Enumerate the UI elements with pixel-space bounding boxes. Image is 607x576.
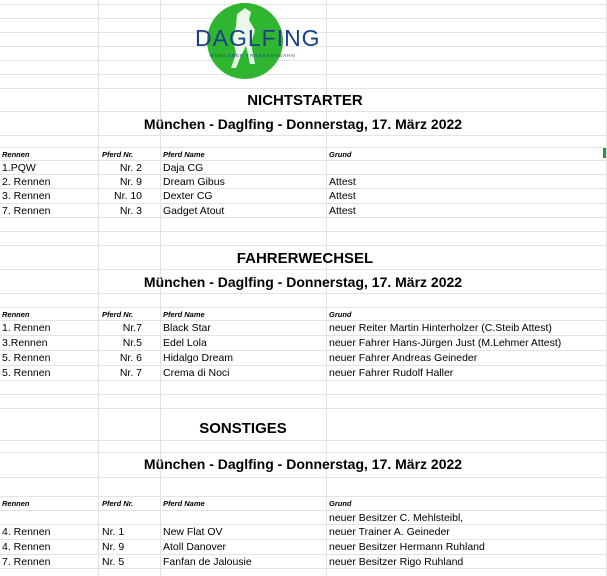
cell-pferd-name: Hidalgo Dream [163,352,234,364]
grid-line [0,147,607,148]
column-header-rennen: Rennen [2,499,30,508]
cell-rennen: 5. Rennen [2,367,51,379]
cell-pferd-name: New Flat OV [163,526,223,538]
cell-pferd-name: Crema di Noci [163,367,230,379]
cell-pferd-name: Atoll Danover [163,541,227,553]
cell-grund: neuer Trainer A. Geineder [329,526,450,538]
column-header-pferd-name: Pferd Name [163,499,205,508]
logo-subtext: MÜNCHNER TRABRENNBAHN [210,53,296,58]
cell-pferd-name: Daja CG [163,162,204,174]
grid-line [0,452,607,453]
grid-line [0,568,607,569]
cell-pferd-nr: Nr. 7 [119,367,142,379]
cell-rennen: 7. Rennen [2,556,51,568]
cell-rennen: 3.Rennen [2,337,48,349]
column-header-pferd-name: Pferd Name [163,150,205,159]
column-header-rennen: Rennen [2,150,30,159]
grid-line [0,88,607,89]
cell-rennen: 1. Rennen [2,322,51,334]
cell-pferd-nr: Nr. 1 [102,526,125,538]
section-title-sonstiges: SONSTIGES [199,420,287,437]
cell-pferd-nr: Nr. 5 [102,556,125,568]
cell-rennen: 4. Rennen [2,526,51,538]
grid-line [0,188,607,189]
grid-line [0,307,607,308]
grid-line [0,269,607,270]
grid-line [0,203,607,204]
section-subtitle: München - Daglfing - Donnerstag, 17. März 2022 [143,274,463,290]
grid-line [0,440,607,441]
grid-line [0,293,607,294]
grid-line [0,135,607,136]
column-header-pferd-name: Pferd Name [163,310,205,319]
cell-rennen: 7. Rennen [2,205,51,217]
cell-pferd-name: Fanfan de Jalousie [163,556,252,568]
cell-grund: neuer Reiter Martin Hinterholzer (C.Steib Attest) [329,322,552,334]
cell-pferd-name: Black Star [163,322,211,334]
logo-text: DAGLFING [195,25,321,51]
cell-pferd-name: Edel Lola [163,337,207,349]
cell-pferd-nr: Nr. 9 [102,541,125,553]
grid-line [0,380,607,381]
grid-line [0,245,607,246]
cell-grund: Attest [329,176,356,188]
grid-line [0,524,607,525]
cell-rennen: 2. Rennen [2,176,51,188]
cell-pferd-nr: Nr. 2 [119,162,142,174]
cell-pferd-nr: Nr. 9 [119,176,142,188]
cell-pferd-nr: Nr. 10 [113,190,142,202]
cell-grund: neuer Besitzer Hermann Ruhland [329,541,485,553]
cell-pferd-nr: Nr. 6 [119,352,142,364]
cell-pferd-name: Dexter CG [163,190,213,202]
grid-line [0,510,607,511]
grid-line [0,217,607,218]
grid-line [0,394,607,395]
cell-cursor [603,148,606,158]
section-title-fahrerwechsel: FAHRERWECHSEL [236,250,374,267]
cell-pferd-nr: Nr. 3 [119,205,142,217]
cell-grund: neuer Besitzer Rigo Ruhland [329,556,464,568]
cell-grund: Attest [329,190,356,202]
grid-line [0,174,607,175]
section-title-nichtstarter: NICHTSTARTER [247,92,363,109]
grid-line [0,477,607,478]
grid-line [0,408,607,409]
cell-grund: neuer Besitzer C. Mehlsteibl, [329,512,464,524]
column-header-pferd-nr: Pferd Nr. [102,499,134,508]
cell-grund: neuer Fahrer Hans-Jürgen Just (M.Lehmer Attest) [329,337,562,349]
grid-line [0,554,607,555]
section-subtitle: München - Daglfing - Donnerstag, 17. März 2022 [143,456,463,472]
cell-grund: Attest [329,205,356,217]
cell-pferd-nr: Nr.5 [122,337,142,349]
grid-line [0,160,607,161]
grid-line [0,365,607,366]
cell-grund: neuer Fahrer Rudolf Haller [329,367,454,379]
cell-pferd-name: Gadget Atout [163,205,225,217]
cell-pferd-name: Dream Gibus [163,176,225,188]
column-header-rennen: Rennen [2,310,30,319]
column-header-grund: Grund [329,150,352,159]
cell-rennen: 5. Rennen [2,352,51,364]
section-subtitle: München - Daglfing - Donnerstag, 17. März 2022 [143,116,463,132]
column-header-pferd-nr: Pferd Nr. [102,150,134,159]
column-header-grund: Grund [329,310,352,319]
grid-line [0,496,607,497]
cell-rennen: 3. Rennen [2,190,51,202]
column-header-grund: Grund [329,499,352,508]
cell-pferd-nr: Nr.7 [122,322,142,334]
grid-line [0,350,607,351]
grid-line [0,539,607,540]
grid-line [0,231,607,232]
cell-rennen: 1.PQW [2,162,36,174]
grid-line [0,111,607,112]
cell-grund: neuer Fahrer Andreas Geineder [329,352,478,364]
column-header-pferd-nr: Pferd Nr. [102,310,134,319]
daglfing-logo [193,2,323,80]
cell-rennen: 4. Rennen [2,541,51,553]
